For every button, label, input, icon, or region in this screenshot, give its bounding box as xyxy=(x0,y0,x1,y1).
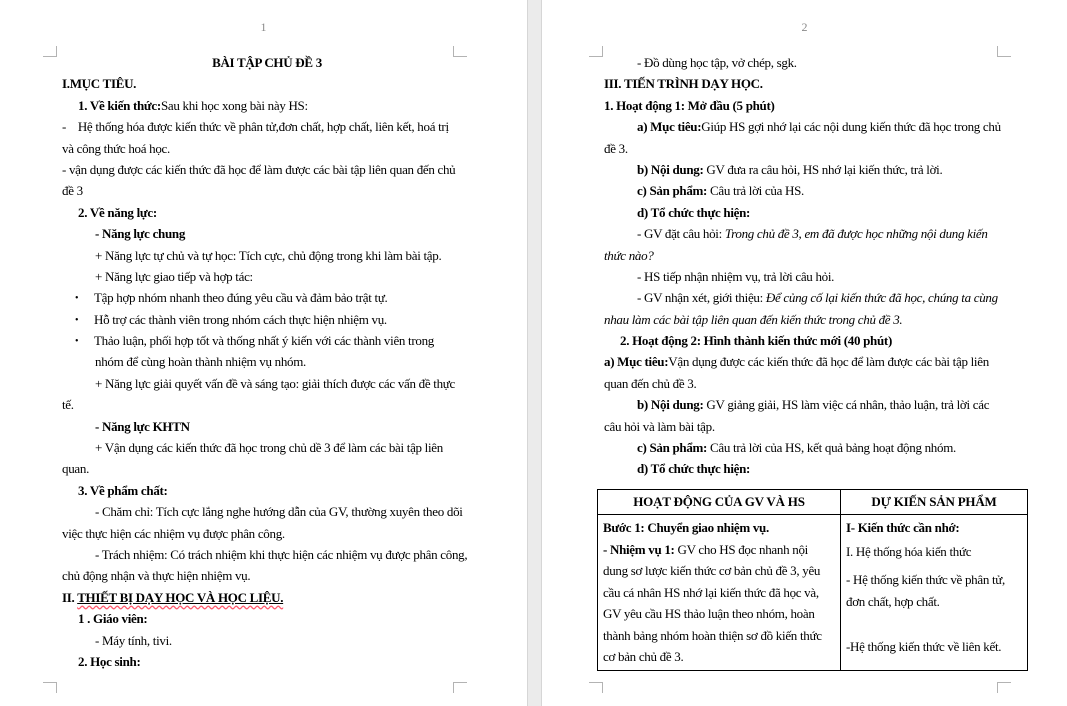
text-line xyxy=(62,52,472,73)
text-line xyxy=(62,116,472,137)
text-line xyxy=(637,180,1014,201)
text-line xyxy=(75,287,472,308)
bullet-icon: • xyxy=(75,314,79,326)
text-run: nhóm để cùng hoàn thành nhiệm vụ nhóm. xyxy=(95,354,307,370)
text-run: - Năng lực chung xyxy=(95,226,186,242)
text-run: c) Sản phẩm: xyxy=(637,440,708,456)
page-1 xyxy=(0,0,527,706)
bullet-icon: • xyxy=(75,293,79,305)
text-line xyxy=(603,560,835,582)
text-run: a) Mục tiêu: xyxy=(637,119,702,135)
text-line xyxy=(78,95,472,116)
text-run: - Năng lực KHTN xyxy=(95,418,190,434)
text-line xyxy=(846,541,1022,563)
text-run: -Hệ thống kiến thức về liên kết. xyxy=(846,639,1002,654)
text-line xyxy=(95,245,472,266)
text-run: câu hỏi và làm bài tập. xyxy=(604,418,715,434)
text-run: Sau khi học xong bài này HS: xyxy=(160,97,308,113)
table-header-row xyxy=(598,490,1028,515)
text-line xyxy=(62,159,472,180)
text-run: I- Kiến thức cần nhớ: xyxy=(846,520,960,535)
text-run: - Hệ thống hóa được kiến thức về phân tử,đơn chất, hợp chất, liên kết, hoá trị xyxy=(62,119,449,135)
text-run: 1. Hoạt động 1: Mở đầu (5 phút) xyxy=(604,97,775,113)
crop-mark-bottom-right-icon xyxy=(453,682,467,693)
text-line xyxy=(62,565,472,586)
text-line xyxy=(604,351,1014,372)
text-run: chủ động nhận và thực hiện nhiệm vụ. xyxy=(62,568,251,584)
text-run: 2. Về năng lực: xyxy=(78,204,157,220)
text-line xyxy=(95,373,472,394)
table-cell-du-kien xyxy=(841,515,1028,671)
text-run: Hỗ trợ các thành viên trong nhóm cách thực hiện nhiệm vụ. xyxy=(94,311,387,327)
text-run: việc thực hiện các nhiệm vụ được phân công. xyxy=(62,525,285,541)
text-run: I. Hệ thống hóa kiến thức xyxy=(846,543,972,559)
text-line xyxy=(95,544,472,565)
crop-mark-bottom-left-icon xyxy=(589,682,603,693)
text-run: cơ bản chủ đề 3. xyxy=(603,649,684,664)
text-run: Tập hợp nhóm nhanh theo đúng yêu cầu và đảm bảo trật tự. xyxy=(94,290,388,306)
text-run: I.MỤC TIÊU. xyxy=(62,76,137,92)
text-run: + Năng lực giải quyết vấn đề và sáng tạo: giải thích được các vấn đề thực xyxy=(95,375,455,391)
text-run: BÀI TẬP CHỦ ĐỀ 3 xyxy=(212,55,322,70)
text-run: - Máy tính, tivi. xyxy=(95,632,172,648)
text-run: Giúp HS gợi nhớ lại các nội dung kiến thức đã học trong chủ xyxy=(701,119,1001,135)
text-line xyxy=(603,582,835,604)
text-line xyxy=(637,287,1014,308)
bullet-icon: • xyxy=(75,336,79,348)
text-run: - Chăm chỉ: Tích cực lắng nghe hướng dẫn của GV, thường xuyên theo dõi xyxy=(95,504,463,520)
text-line xyxy=(637,159,1014,180)
text-run: đề 3. xyxy=(604,140,628,156)
text-run: Trong chủ đề 3, em đã được học những nội dung kiến xyxy=(724,226,988,242)
crop-mark-top-left-icon xyxy=(589,46,603,57)
text-line xyxy=(603,603,835,625)
text-run: - HS tiếp nhận nhiệm vụ, trả lời câu hỏi. xyxy=(637,268,835,284)
text-run: đơn chất, hợp chất. xyxy=(846,593,940,609)
text-line xyxy=(62,180,472,201)
text-run: III. TIẾN TRÌNH DẠY HỌC. xyxy=(604,76,763,92)
table-header-du-kien-san-pham: DỰ KIẾN SẢN PHẨM xyxy=(841,490,1028,515)
table-row xyxy=(598,515,1028,671)
text-line xyxy=(95,416,472,437)
text-run: GV cho HS đọc nhanh nội xyxy=(677,541,808,557)
crop-mark-bottom-right-icon xyxy=(997,682,1011,693)
text-line xyxy=(95,501,472,522)
text-run: - Hệ thống kiến thức về phân tử, xyxy=(846,572,1006,587)
text-line xyxy=(604,309,1014,330)
text-run xyxy=(77,590,283,605)
text-run: c) Sản phẩm: xyxy=(637,183,708,199)
text-line xyxy=(95,630,472,651)
text-line xyxy=(78,480,472,501)
text-run: GV giảng giải, HS làm việc cá nhân, thảo luận, trả lời các xyxy=(703,397,990,413)
text-line xyxy=(95,351,472,372)
text-line xyxy=(78,608,472,629)
page-gap xyxy=(527,0,542,706)
text-run: cầu cá nhân HS nhớ lại kiến thức đã học và, xyxy=(603,584,819,600)
text-run: THIẾT BỊ DẠY HỌC VÀ HỌC LIỆU. xyxy=(77,589,284,605)
text-line xyxy=(604,95,1014,116)
text-run: Thảo luận, phối hợp tốt và thống nhất ý kiến với các thành viên trong xyxy=(94,333,435,349)
text-run: b) Nội dung: xyxy=(637,397,704,413)
text-run: GV yêu cầu HS thảo luận theo nhóm, hoàn xyxy=(603,606,815,621)
crop-mark-bottom-left-icon xyxy=(43,682,57,693)
text-run: nhau làm các bài tập liên quan đến kiến thức trong chủ đề 3. xyxy=(604,311,903,327)
text-run: - Nhiệm vụ 1: xyxy=(603,541,678,557)
text-run: + Năng lực tự chủ và tự học: Tích cực, chủ động trong khi làm bài tập. xyxy=(95,247,442,263)
text-run: + Năng lực giao tiếp và hợp tác: xyxy=(95,268,253,284)
text-run: + Vận dụng các kiến thức đã học trong chủ dề 3 để làm các bài tập liên xyxy=(95,440,443,456)
activity-table xyxy=(597,489,1028,671)
text-line xyxy=(603,625,835,647)
text-line xyxy=(604,416,1014,437)
text-line xyxy=(604,138,1014,159)
text-line xyxy=(637,202,1014,223)
text-line xyxy=(95,266,472,287)
text-line xyxy=(637,394,1014,415)
text-line xyxy=(637,266,1014,287)
text-run: và công thức hoá học. xyxy=(62,140,170,156)
page-number: 1 xyxy=(260,20,267,34)
text-line xyxy=(637,437,1014,458)
text-run: Để củng cố lại kiến thức đã học, chúng ta cùng xyxy=(765,290,998,306)
text-line xyxy=(620,330,1014,351)
text-run: d) Tổ chức thực hiện: xyxy=(637,461,751,477)
table-cell-gv-hs xyxy=(598,515,841,671)
text-line xyxy=(95,437,472,458)
text-line xyxy=(846,591,1022,613)
text-line xyxy=(78,202,472,223)
text-line xyxy=(62,394,472,415)
text-run: 2. Học sinh: xyxy=(78,653,141,669)
text-line xyxy=(637,458,1014,479)
table-header-gv-hs: HOẠT ĐỘNG CỦA GV VÀ HS xyxy=(598,490,841,515)
text-run: quan đến chủ đề 3. xyxy=(604,375,697,391)
text-line xyxy=(62,587,472,608)
text-run: - Đồ dùng học tập, vở chép, sgk. xyxy=(637,55,797,70)
text-run: dung sơ lược kiến thức cơ bản chủ đề 3, yêu xyxy=(603,563,821,578)
text-run: đề 3 xyxy=(62,183,83,199)
text-run: Bước 1: Chuyển giao nhiệm vụ. xyxy=(603,520,769,535)
text-run: - vận dụng được các kiến thức đã học để làm được các bài tập liên quan đến chủ xyxy=(62,161,456,177)
text-line xyxy=(604,245,1014,266)
text-run: Câu trả lời của HS, kết quả bảng hoạt động nhóm. xyxy=(707,440,956,456)
text-line xyxy=(637,116,1014,137)
text-run: 3. Về phẩm chất: xyxy=(78,482,168,498)
text-line xyxy=(603,539,835,561)
text-run: - Trách nhiệm: Có trách nhiệm khi thực hiện các nhiệm vụ được phân công, xyxy=(95,546,468,562)
text-line xyxy=(603,646,835,668)
text-run: thức nào? xyxy=(604,247,654,263)
text-line xyxy=(604,373,1014,394)
text-line xyxy=(604,73,1014,94)
text-run: Vận dụng được các kiến thức đã học để làm được các bài tập liên xyxy=(668,354,989,370)
crop-mark-top-left-icon xyxy=(43,46,57,57)
text-run: tế. xyxy=(62,397,74,413)
text-run: b) Nội dung: xyxy=(637,161,704,177)
text-run: II. xyxy=(62,589,78,605)
text-line xyxy=(75,309,472,330)
text-line xyxy=(603,517,835,539)
text-line xyxy=(62,523,472,544)
page-2 xyxy=(542,0,1067,706)
text-line xyxy=(62,458,472,479)
text-run: - GV đặt câu hỏi: xyxy=(637,226,725,242)
text-run: d) Tổ chức thực hiện: xyxy=(637,204,751,220)
text-line xyxy=(637,52,1014,73)
text-run: thành bảng nhóm hoàn thiện sơ đồ kiến thức xyxy=(603,627,822,643)
text-run: 1 . Giáo viên: xyxy=(78,611,148,627)
page1-text-body xyxy=(62,52,472,672)
text-line xyxy=(846,517,1022,539)
text-run: GV đưa ra câu hỏi, HS nhớ lại kiến thức, trả lời. xyxy=(703,161,943,177)
text-line xyxy=(95,223,472,244)
text-line xyxy=(62,138,472,159)
text-run: a) Mục tiêu: xyxy=(604,354,669,370)
text-run: 2. Hoạt động 2: Hình thành kiến thức mới (40 phút) xyxy=(620,333,892,349)
text-run: 1. Về kiến thức: xyxy=(78,97,161,113)
page-number: 2 xyxy=(801,20,808,34)
text-line xyxy=(75,330,472,351)
text-line xyxy=(846,569,1022,591)
text-line xyxy=(846,636,1022,658)
text-line xyxy=(637,223,1014,244)
page2-text-body xyxy=(604,52,1014,480)
text-run: quan. xyxy=(62,461,90,477)
text-run: - GV nhận xét, giới thiệu: xyxy=(637,290,766,306)
text-line xyxy=(62,73,472,94)
text-line xyxy=(78,651,472,672)
text-run: Câu trả lời của HS. xyxy=(707,183,804,199)
